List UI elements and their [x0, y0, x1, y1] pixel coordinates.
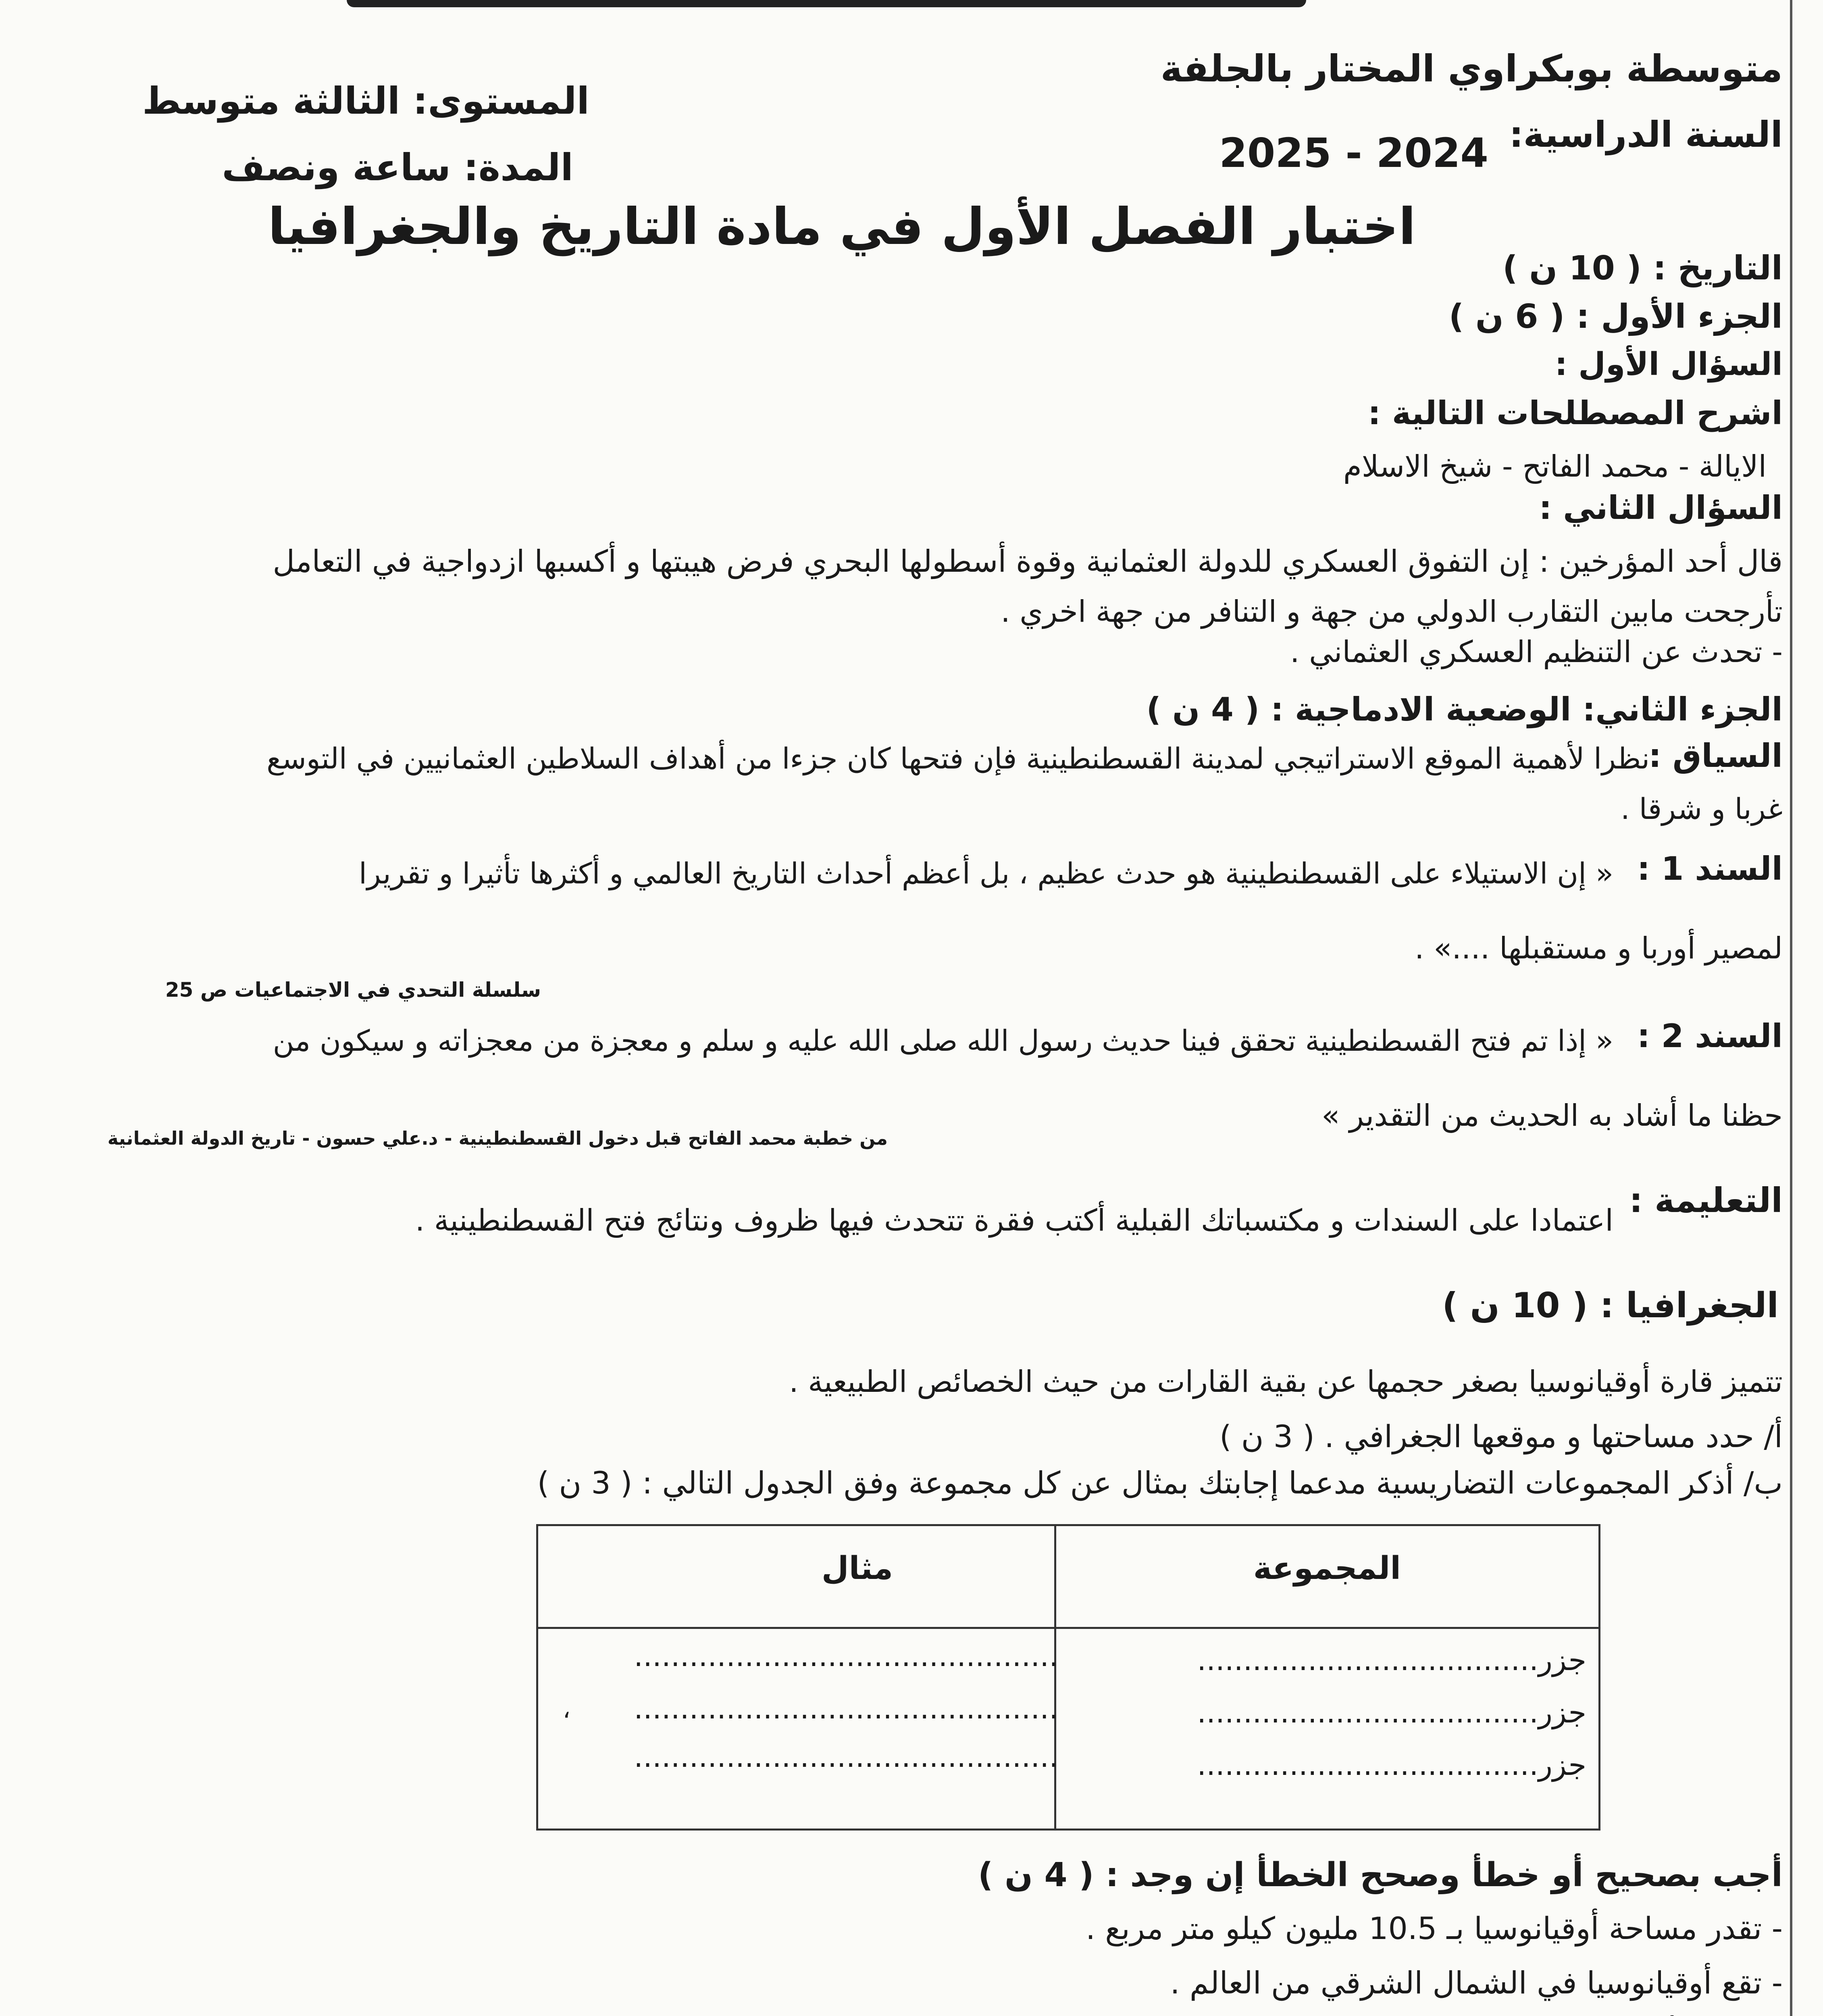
- school-name: متوسطة بوبكراوي المختار بالجلفة: [1160, 47, 1783, 90]
- level: المستوى: الثالثة متوسط: [142, 79, 589, 123]
- geo-question-b: ب/ أذكر المجموعات التضاريسية مدعما إجابتك بمثال عن كل مجموعة وفق الجدول التالي : ( 3 ن ): [537, 1465, 1783, 1501]
- context-line2: غربا و شرقا .: [1620, 792, 1783, 826]
- geo-question-a: أ/ حدد مساحتها و موقعها الجغرافي . ( 3 ن ): [1219, 1418, 1783, 1454]
- table-stray-mark: ،: [562, 1695, 570, 1724]
- table-group-cell: جزر.....................................: [1197, 1643, 1586, 1677]
- relief-table: [536, 1524, 1600, 1831]
- duration: المدة: ساعة ونصف: [222, 146, 573, 189]
- task-label: التعليمة :: [1629, 1181, 1783, 1220]
- part2-heading: الجزء الثاني: الوضعية الادماجية : ( 4 ن ): [1146, 691, 1783, 728]
- scan-top-edge: [347, 0, 1306, 7]
- task-text: اعتمادا على السندات و مكتسباتك القبلية أكتب فقرة تتحدث فيها ظروف ونتائج فتح القسطنطينية .: [415, 1203, 1613, 1238]
- true-false-item: - تقع أوقيانوسيا في الشمال الشرقي من العالم .: [1170, 1965, 1783, 2001]
- geo-intro: تتميز قارة أوقيانوسيا بصغر حجمها عن بقية القارات من حيث الخصائص الطبيعية .: [789, 1364, 1783, 1399]
- context-label: السياق :: [1648, 737, 1783, 775]
- table-example-cell: ..............................................: [634, 1639, 1058, 1673]
- doc2-line1: « إذا تم فتح القسطنطينية تحقق فينا حديث رسول الله صلى الله عليه و سلم و معجزة من معجزاته و سيكون من: [273, 1024, 1613, 1058]
- q1-terms: الايالة - محمد الفاتح - شيخ الاسلام: [1343, 449, 1767, 484]
- q1-instruction: اشرح المصطلحات التالية :: [1367, 394, 1783, 432]
- true-false-item: - تقدر مساحة أوقيانوسيا بـ 10.5 مليون كيلو متر مربع .: [1085, 1910, 1783, 1946]
- q2-title: السؤال الثاني :: [1539, 489, 1783, 527]
- page-title: اختبار الفصل الأول في مادة التاريخ والجغرافيا: [268, 198, 1416, 256]
- doc1-line2: لمصير أوربا و مستقبلها ....» .: [1415, 931, 1783, 966]
- table-example-cell: ..............................................: [634, 1740, 1058, 1774]
- doc1-source: سلسلة التحدي في الاجتماعيات ص 25: [165, 978, 541, 1002]
- q1-title: السؤال الأول :: [1555, 346, 1783, 383]
- doc1-line1: « إن الاستيلاء على القسطنطينية هو حدث عظيم ، بل أعظم أحداث التاريخ العالمي و أكثرها تأثيرا و تقريرا: [358, 856, 1613, 890]
- q2-quote-line2: تأرجحت مابين التقارب الدولي من جهة و التنافر من جهة اخري .: [1001, 594, 1783, 629]
- table-divider: [1054, 1526, 1056, 1829]
- table-header-rule: [538, 1627, 1598, 1629]
- q2-quote-line1: قال أحد المؤرخين : إن التفوق العسكري للدولة العثمانية وقوة أسطولها البحري فرض هيبتها و أكسبها ازدواجية في التعامل: [273, 544, 1783, 579]
- history-heading: التاريخ : ( 10 ن ): [1503, 249, 1783, 287]
- table-header-example: مثال: [821, 1550, 893, 1587]
- q2-task: - تحدث عن التنظيم العسكري العثماني .: [1290, 635, 1783, 669]
- scan-page-edge: [1790, 0, 1792, 2016]
- year-label: السنة الدراسية:: [1509, 114, 1783, 155]
- doc2-label: السند 2 :: [1637, 1017, 1783, 1055]
- table-header-group: المجموعة: [1253, 1550, 1401, 1587]
- table-group-cell: جزر.....................................: [1197, 1748, 1586, 1782]
- true-false-heading: أجب بصحيح أو خطأ وصحح الخطأ إن وجد : ( 4 ن ): [978, 1856, 1783, 1894]
- doc2-line2: حظنا ما أشاد به الحديث من التقدير »: [1321, 1098, 1783, 1133]
- part1-heading: الجزء الأول : ( 6 ن ): [1448, 298, 1783, 336]
- table-group-cell: جزر.....................................: [1197, 1695, 1586, 1729]
- doc1-label: السند 1 :: [1637, 850, 1783, 887]
- geography-heading: الجغرافيا : ( 10 ن ): [1442, 1285, 1779, 1326]
- doc2-source: من خطبة محمد الفاتح قبل دخول القسطنطينية - د.علي حسون - تاريخ الدولة العثمانية: [107, 1127, 888, 1149]
- context-line1: نظرا لأهمية الموقع الاستراتيجي لمدينة القسطنطينية فإن فتحها كان جزءا من أهداف السلاطين العثمانيين في التوسع: [266, 741, 1650, 775]
- year-value: 2025 - 2024: [1219, 129, 1488, 177]
- table-example-cell: ..............................................: [634, 1691, 1058, 1725]
